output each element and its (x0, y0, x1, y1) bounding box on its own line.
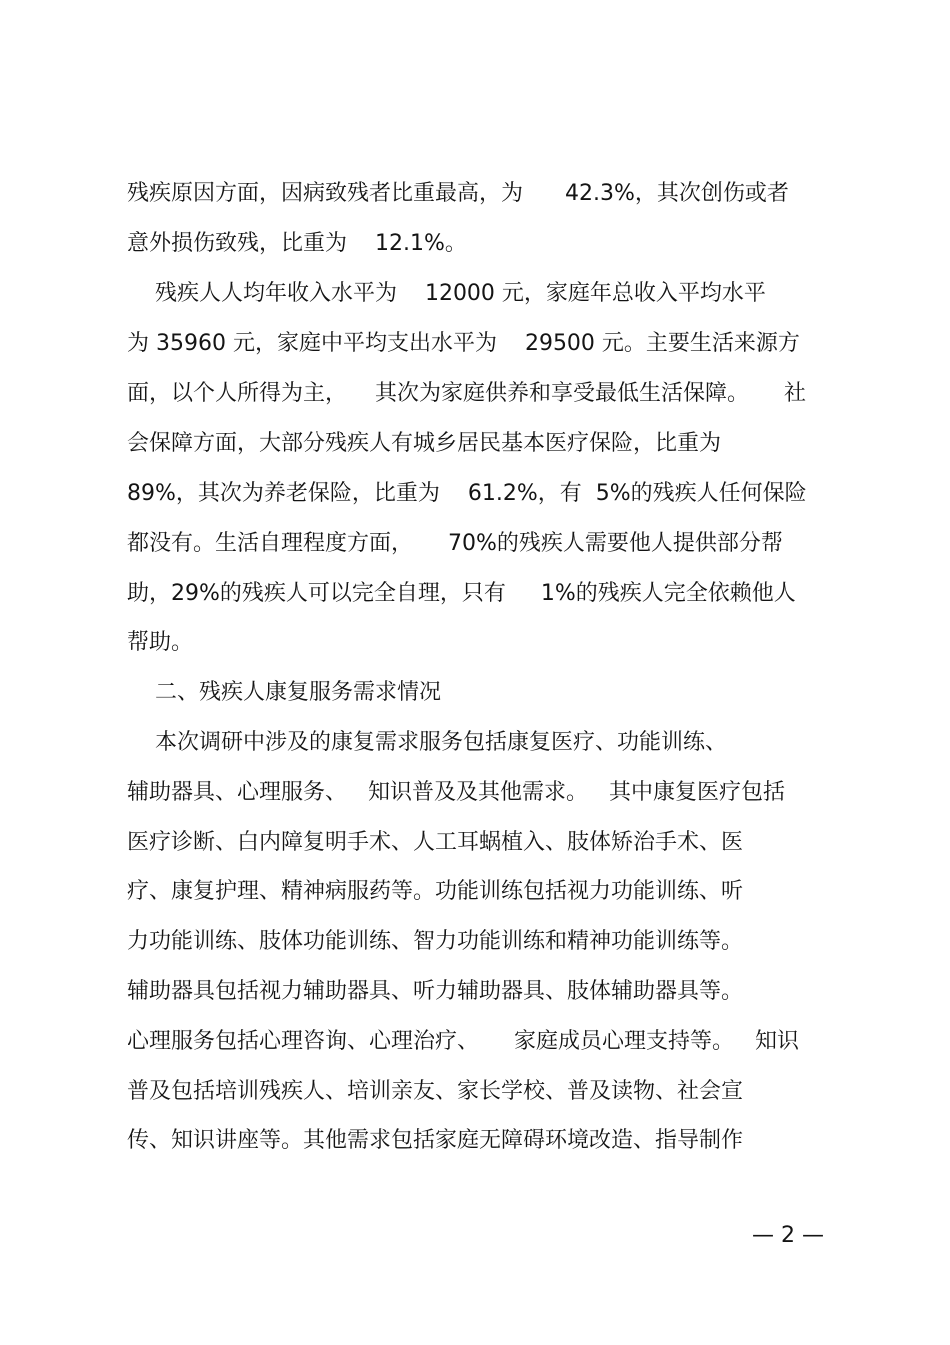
body-line-9: 助，29%的残疾人可以完全自理，只有 1%的残疾人完全依赖他人 (127, 581, 796, 606)
body-line-3: 残疾人人均年收入水平为 12000 元，家庭年总收入平均水平 (127, 281, 766, 306)
body-line-13: 辅助器具、心理服务、 知识普及及其他需求。 其中康复医疗包括 (127, 780, 785, 805)
body-line-15: 疗、康复护理、精神病服药等。功能训练包括视力功能训练、听 (127, 879, 744, 904)
body-line-20: 传、知识讲座等。其他需求包括家庭无障碍环境改造、指导制作 (127, 1128, 744, 1153)
body-line-2: 意外损伤致残，比重为 12.1%。 (127, 231, 467, 256)
body-line-8: 都没有。生活自理程度方面， 70%的残疾人需要他人提供部分帮 (127, 531, 783, 556)
body-line-4: 为 35960 元，家庭中平均支出水平为 29500 元。主要生活来源方 (127, 331, 800, 356)
body-line-1: 残疾原因方面，因病致残者比重最高，为 42.3%，其次创伤或者 (127, 181, 789, 206)
body-line-17: 辅助器具包括视力辅助器具、听力辅助器具、肢体辅助器具等。 (127, 979, 744, 1004)
body-line-7: 89%，其次为养老保险，比重为 61.2%，有 5%的残疾人任何保险 (127, 481, 807, 506)
section-heading: 二、残疾人康复服务需求情况 (127, 680, 441, 705)
body-line-6: 会保障方面，大部分残疾人有城乡居民基本医疗保险，比重为 (127, 431, 722, 456)
body-line-12: 本次调研中涉及的康复需求服务包括康复医疗、功能训练、 (127, 730, 727, 755)
body-line-10: 帮助。 (127, 630, 194, 655)
body-line-5: 面，以个人所得为主， 其次为家庭供养和享受最低生活保障。 社 (127, 381, 806, 406)
body-line-16: 力功能训练、肢体功能训练、智力功能训练和精神功能训练等。 (127, 929, 744, 954)
body-line-18: 心理服务包括心理咨询、心理治疗、 家庭成员心理支持等。 知识 (127, 1029, 799, 1054)
body-line-14: 医疗诊断、白内障复明手术、人工耳蜗植入、肢体矫治手术、医 (127, 830, 744, 855)
body-line-19: 普及包括培训残疾人、培训亲友、家长学校、普及读物、社会宣 (127, 1079, 744, 1104)
page-number: — 2 — (752, 1223, 824, 1248)
